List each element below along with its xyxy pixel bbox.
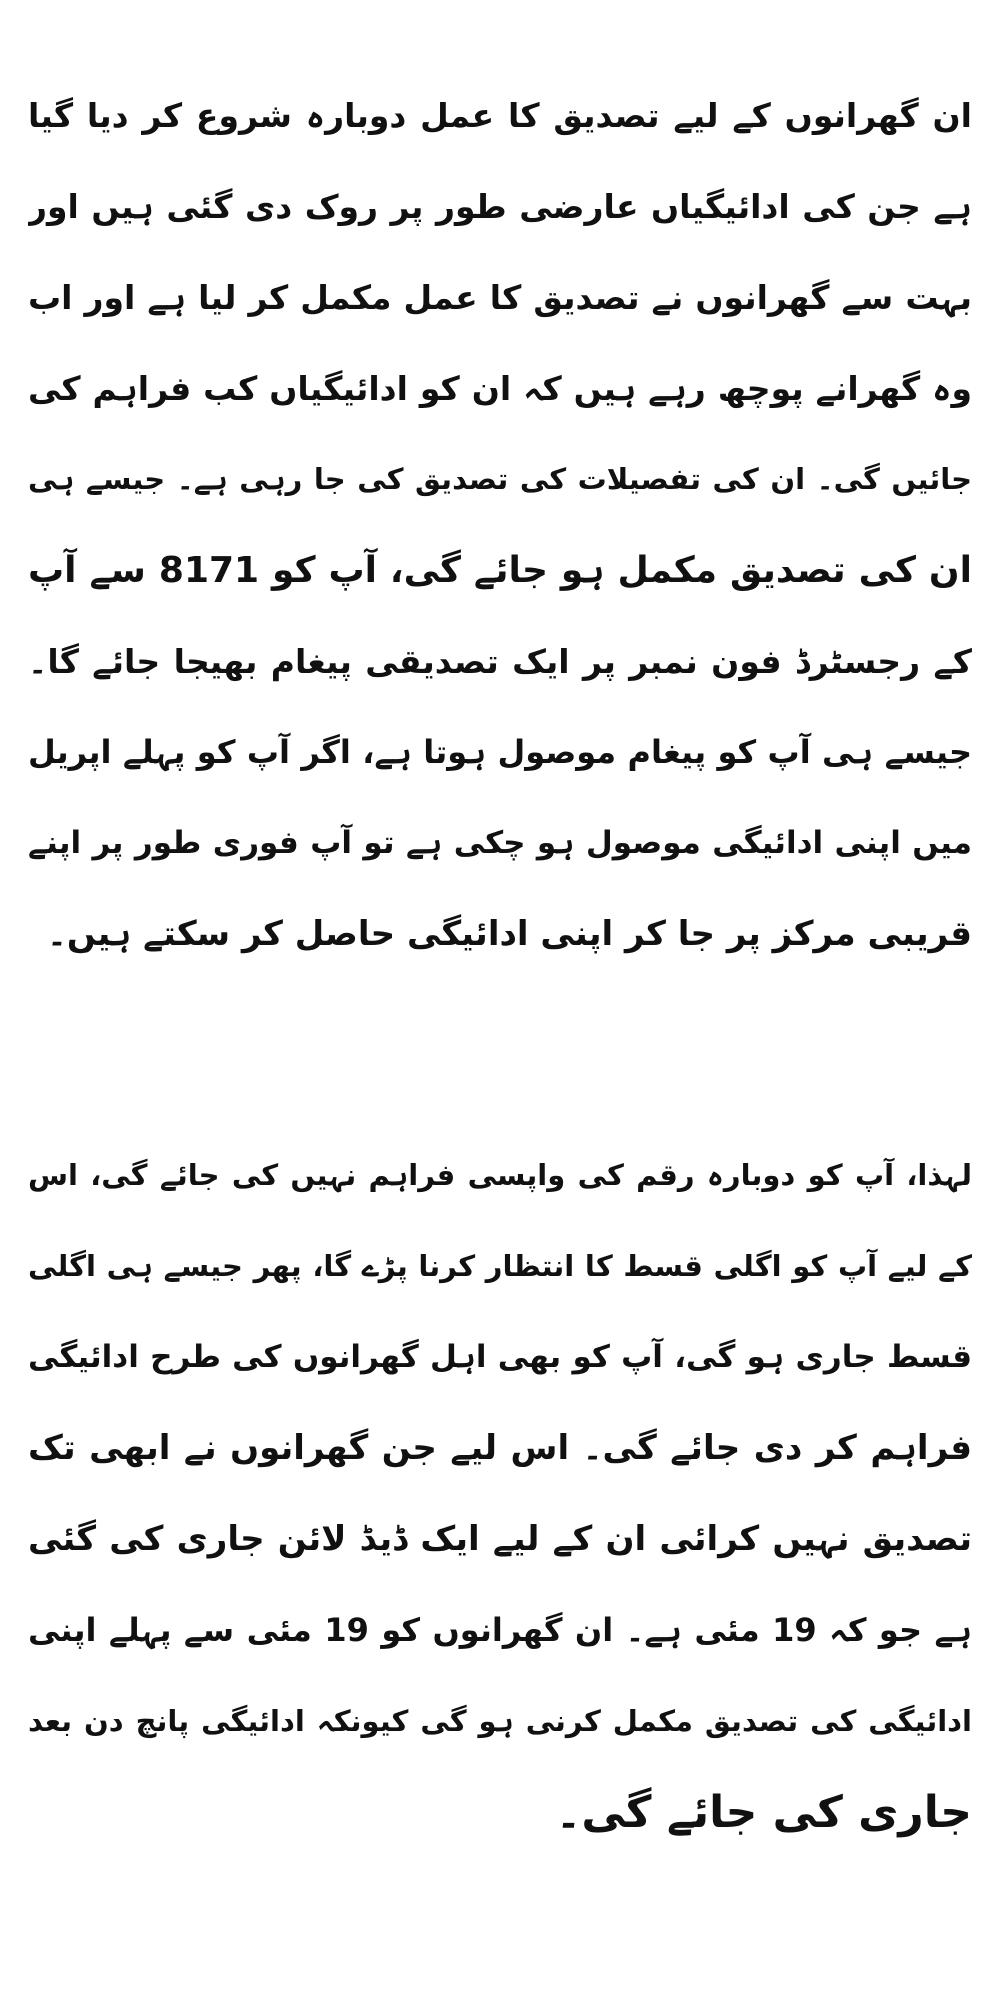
text-line: تصدیق نہیں کرائی ان کے لیے ایک ڈیڈ لائن جاری کی گئی <box>28 1519 972 1559</box>
text-line: ہے جو کہ 19 مئی ہے۔ ان گھرانوں کو 19 مئی سے پہلے اپنی <box>28 1611 972 1649</box>
text-line: میں اپنی ادائیگی موصول ہو چکی ہے تو آپ فوری طور پر اپنے <box>28 825 972 861</box>
text-line: ان گھرانوں کے لیے تصدیق کا عمل دوبارہ شروع کر دیا گیا <box>28 96 972 135</box>
text-line: بہت سے گھرانوں نے تصدیق کا عمل مکمل کر لیا ہے اور اب <box>28 278 972 317</box>
text-line: فراہم کر دی جائے گی۔ اس لیے جن گھرانوں نے ابھی تک <box>28 1428 972 1468</box>
paragraph-spacer <box>28 980 972 1130</box>
text-line: ان کی تصدیق مکمل ہو جائے گی، آپ کو 8171 سے آپ <box>28 550 972 591</box>
paragraph-next-installment <box>28 1130 972 1858</box>
text-line: لہذا، آپ کو دوبارہ رقم کی واپسی فراہم نہیں کی جائے گی، اس <box>28 1158 972 1192</box>
text-line: جاری کی جائے گی۔ <box>555 1787 972 1838</box>
paragraph-verification-process <box>28 70 972 980</box>
text-line: جیسے ہی آپ کو پیغام موصول ہوتا ہے، اگر آپ کو پہلے اپریل <box>28 733 972 771</box>
text-line: کے رجسٹرڈ فون نمبر پر ایک تصدیقی پیغام بھیجا جائے گا۔ <box>28 642 972 681</box>
text-line: قریبی مرکز پر جا کر اپنی ادائیگی حاصل کر سکتے ہیں۔ <box>46 914 972 954</box>
text-line: ادائیگی کی تصدیق مکمل کرنی ہو گی کیونکہ ادائیگی پانچ دن بعد <box>28 1704 972 1738</box>
text-line: وہ گھرانے پوچھ رہے ہیں کہ ان کو ادائیگیاں کب فراہم کی <box>28 369 972 408</box>
text-line: ہے جن کی ادائیگیاں عارضی طور پر روک دی گئی ہیں اور <box>28 187 972 226</box>
text-line: قسط جاری ہو گی، آپ کو بھی اہل گھرانوں کی طرح ادائیگی <box>28 1339 972 1375</box>
text-line: جائیں گی۔ ان کی تفصیلات کی تصدیق کی جا رہی ہے۔ جیسے ہی <box>28 462 972 496</box>
text-line: کے لیے آپ کو اگلی قسط کا انتظار کرنا پڑے گا، پھر جیسے ہی اگلی <box>28 1249 972 1283</box>
